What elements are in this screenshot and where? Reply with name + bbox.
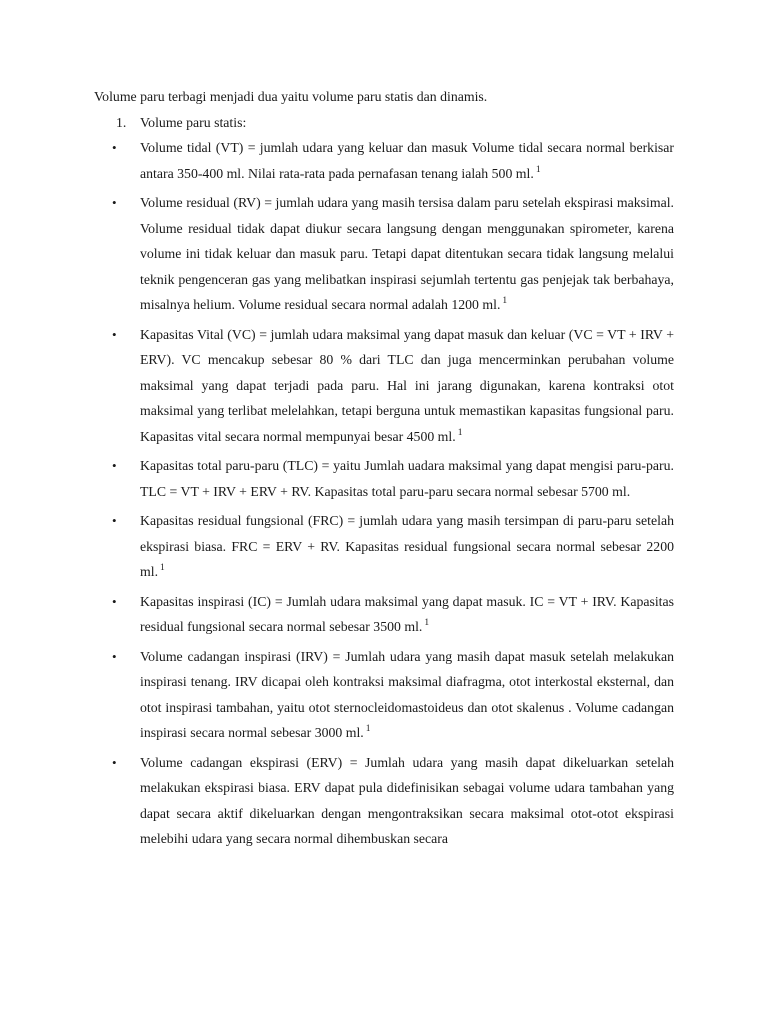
list-item [94,508,674,585]
list-item-text: Volume residual (RV) = jumlah udara yang masih tersisa dalam paru setelah ekspirasi maksimal. Volume residual tidak dapat diukur secara langsung dengan menggunakan spirometer, karena volume ini tidak keluar dan masuk paru. Tetapi dapat ditentukan secara tidak langsung melalui teknik pengenceran gas yang melibatkan inspirasi sejumlah tertentu gas penjejak tak berbahaya, misalnya helium. Volume residual secara normal adalah 1200 ml. [140,195,674,312]
footnote-ref: 1 [424,618,430,629]
list-item-text: Kapasitas inspirasi (IC) = Jumlah udara maksimal yang dapat masuk. IC = VT + IRV. Kapasitas residual fungsional secara normal sebesar 3500 ml. [140,593,674,634]
list-item [94,644,674,746]
list-item [94,453,674,504]
section-heading [94,110,674,136]
bullet-icon: • [112,648,117,664]
list-item-text: Volume tidal (VT) = jumlah udara yang keluar dan masuk Volume tidal secara normal berkisar antara 350-400 ml. Nilai rata-rata pada pernafasan tenang ialah 500 ml. [140,140,674,181]
list-item-text: Volume cadangan ekspirasi (ERV) = Jumlah udara yang masih dapat dikeluarkan setelah melakukan ekspirasi biasa. ERV dapat pula didefinisikan sebagai volume udara tambahan yang dapat secara aktif dikeluarkan dengan mengontraksikan secara maksimal otot-otot ekspirasi melebihi udara yang secara normal dihembuskan secara [140,754,674,846]
list-item-text: Kapasitas total paru-paru (TLC) = yaitu Jumlah uadara maksimal yang dapat mengisi paru-paru. TLC = VT + IRV + ERV + RV. Kapasitas total paru-paru secara normal sebesar 5700 ml. [140,458,674,499]
footnote-ref: 1 [502,296,508,307]
bullet-icon: • [112,593,117,609]
footnote-ref: 1 [457,427,463,438]
footnote-ref: 1 [365,724,371,735]
bullet-list [94,135,674,852]
bullet-icon: • [112,195,117,210]
list-item-text: Volume cadangan inspirasi (IRV) = Jumlah udara yang masih dapat masuk setelah melakukan inspirasi tenang. IRV dicapai oleh kontraksi maksimal diafragma, otot interkostal eksternal, dan otot inspirasi tambahan, yaitu otot sternocleidomastoideus dan otot skalenus . Volume cadangan inspirasi secara normal sebesar 3000 ml. [140,648,674,740]
list-item [94,750,674,852]
footnote-ref: 1 [160,563,165,574]
section-title: Volume paru statis: [140,114,247,130]
bullet-icon: • [112,458,117,473]
document-body [94,84,674,856]
list-item [94,190,674,318]
bullet-icon: • [112,326,117,342]
bullet-icon: • [112,140,117,155]
list-item [94,322,674,450]
bullet-icon: • [112,754,117,770]
footnote-ref: 1 [535,164,541,175]
intro-paragraph: Volume paru terbagi menjadi dua yaitu volume paru statis dan dinamis. [94,89,488,104]
list-item [94,135,674,186]
bullet-icon: • [112,513,117,528]
list-item [94,589,674,640]
list-item-text: Kapasitas Vital (VC) = jumlah udara maksimal yang dapat masuk dan keluar (VC = VT + IRV + ERV). VC mencakup sebesar 80 % dari TLC dan juga mencerminkan perubahan volume maksimal yang dapat terjadi pada paru. Hal ini jarang digunakan, karena kontraksi otot maksimal yang terlibat melelahkan, tetapi berguna untuk memastikan kapasitas fungsional paru. Kapasitas vital secara normal mempunyai besar 4500 ml. [140,326,674,444]
section-number: 1. [116,114,127,130]
list-item-text: Kapasitas residual fungsional (FRC) = jumlah udara yang masih tersimpan di paru-paru setelah ekspirasi biasa. FRC = ERV + RV. Kapasitas residual fungsional secara normal sebesar 2200 ml. [140,513,674,579]
